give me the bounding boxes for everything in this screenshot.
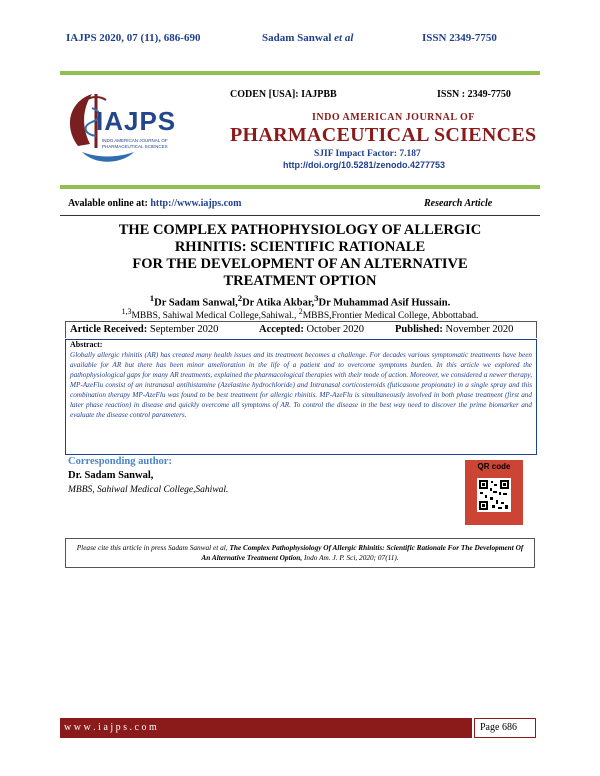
abstract-heading: Abstract: [70,340,103,349]
journal-name-line1: INDO AMERICAN JOURNAL OF [312,112,475,123]
header-journal-ref: IAJPS 2020, 07 (11), 686-690 [66,32,201,44]
availability-label: Avalable online at: [68,198,148,209]
article-type: Research Article [424,198,493,209]
affiliation-2-sup: 2 [298,307,303,316]
impact-factor: SJIF Impact Factor: 7.187 [314,149,421,159]
author-2: Dr Atika Akbar, [242,297,315,309]
title-divider [60,215,540,216]
journal-url-link[interactable]: http://www.iajps.com [150,198,242,209]
header-issn: ISSN 2349-7750 [422,32,497,44]
author-1-sup: 1 [149,293,155,303]
affiliation-1: MBBS, Sahiwal Medical College,Sahiwal., [131,311,299,322]
header-author [262,32,353,44]
title-line-4: TREATMENT OPTION [223,273,377,289]
author-3-sup: 3 [314,293,319,303]
header-divider [60,71,540,75]
date-published [395,324,513,335]
abstract-body: Globally allergic rhinitis (AR) has created many health issues and its treatment becomes a challenge. For decades various symptomatic treatments have been available for AR but there has been minor amelioration in the life of a patient and to overcome symptoms burden. In this article we explored the pathophysiological gaps for many AR treatments, explained the pharmacological therapies with their mode of action. Moreover, we considered a newer therapy, MP-AzeFlu consist of an intranasal antihistamine (Azelastine hydrochloride) and Intranasal corticosteroids (futicasone propionate) in a single spray and this combination therapy MP-AzeFlu was found to be best treatment for allergic rhinitis. MP-AzeFlu is simultaneously involved in both phase treatment (first and later phase reaction) in disease and quickly overcome all symptoms of AR. To control the disease in the best way need to discover the prime biomarker and evaluate the disease control parameters. [70,351,532,419]
corresponding-affiliation: MBBS, Sahiwal Medical College,Sahiwal. [68,485,229,495]
corresponding-name: Dr. Sadam Sanwal, [68,470,154,481]
journal-logo [62,86,192,168]
title-line-2: RHINITIS: SCIENTIFIC RATIONALE [174,239,426,255]
doi-link[interactable]: http://doi.org/10.5281/zenodo.4277753 [283,160,446,170]
title-line-1: THE COMPLEX PATHOPHYSIOLOGY OF ALLERGIC [118,222,482,238]
footer-site: w w w . i a j p s . c o m [64,722,157,733]
published-label: Published: [395,324,443,335]
footer-page-box [474,718,536,738]
date-accepted [259,324,364,335]
logo-text: IAJPS [96,106,177,136]
author-3: Dr Muhammad Asif Hussain. [318,297,451,309]
author-1: Dr Sadam Sanwal, [154,297,238,309]
qr-code-icon[interactable] [477,478,511,512]
footer-bar [60,718,472,738]
qr-label: QR code [477,462,511,471]
logo-subtext: INDO AMERICAN JOURNAL OF PHARMACEUTICAL SCIENCES [102,138,168,149]
citation-title: The Complex Pathophysiology Of Allergic Rhinitis: Scientific Rationale For The Development Of An Alternative Treatment Option, [201,543,524,562]
coden: CODEN [USA]: IAJPBB [230,89,337,100]
masthead-divider [60,185,540,189]
accepted-label: Accepted: [259,324,304,335]
qr-code-panel [465,460,523,525]
citation-suffix: Indo Am. J. P. Sci, 2020; 07(11). [302,553,399,562]
header-author-name: Sadam Sanwal [262,32,332,44]
header-author-suffix: et al [334,32,354,44]
article-title [0,222,600,290]
affiliations [0,307,600,321]
abstract-box [65,339,537,455]
title-line-3: FOR THE DEVELOPMENT OF AN ALTERNATIVE [132,256,468,272]
author-2-sup: 2 [237,293,243,303]
published-value: November 2020 [445,324,514,335]
page-number: Page 686 [480,722,517,733]
journal-name-line2: PHARMACEUTICAL SCIENCES [230,124,537,146]
accepted-value: October 2020 [306,324,364,335]
availability [68,198,241,209]
citation-box [65,538,535,568]
received-value: September 2020 [149,324,219,335]
received-label: Article Received: [70,324,148,335]
article-dates [65,321,537,338]
affiliation-2: MBBS,Frontier Medical College, Abbottabad. [302,311,479,322]
affiliation-1-sup: 1,3 [121,307,132,316]
date-received [70,324,218,335]
page-footer [0,718,600,738]
corresponding-heading: Corresponding author: [68,456,172,467]
masthead-issn: ISSN : 2349-7750 [437,89,511,100]
citation-prefix: Please cite this article in press Sadam Sanwal et al, [76,543,230,552]
